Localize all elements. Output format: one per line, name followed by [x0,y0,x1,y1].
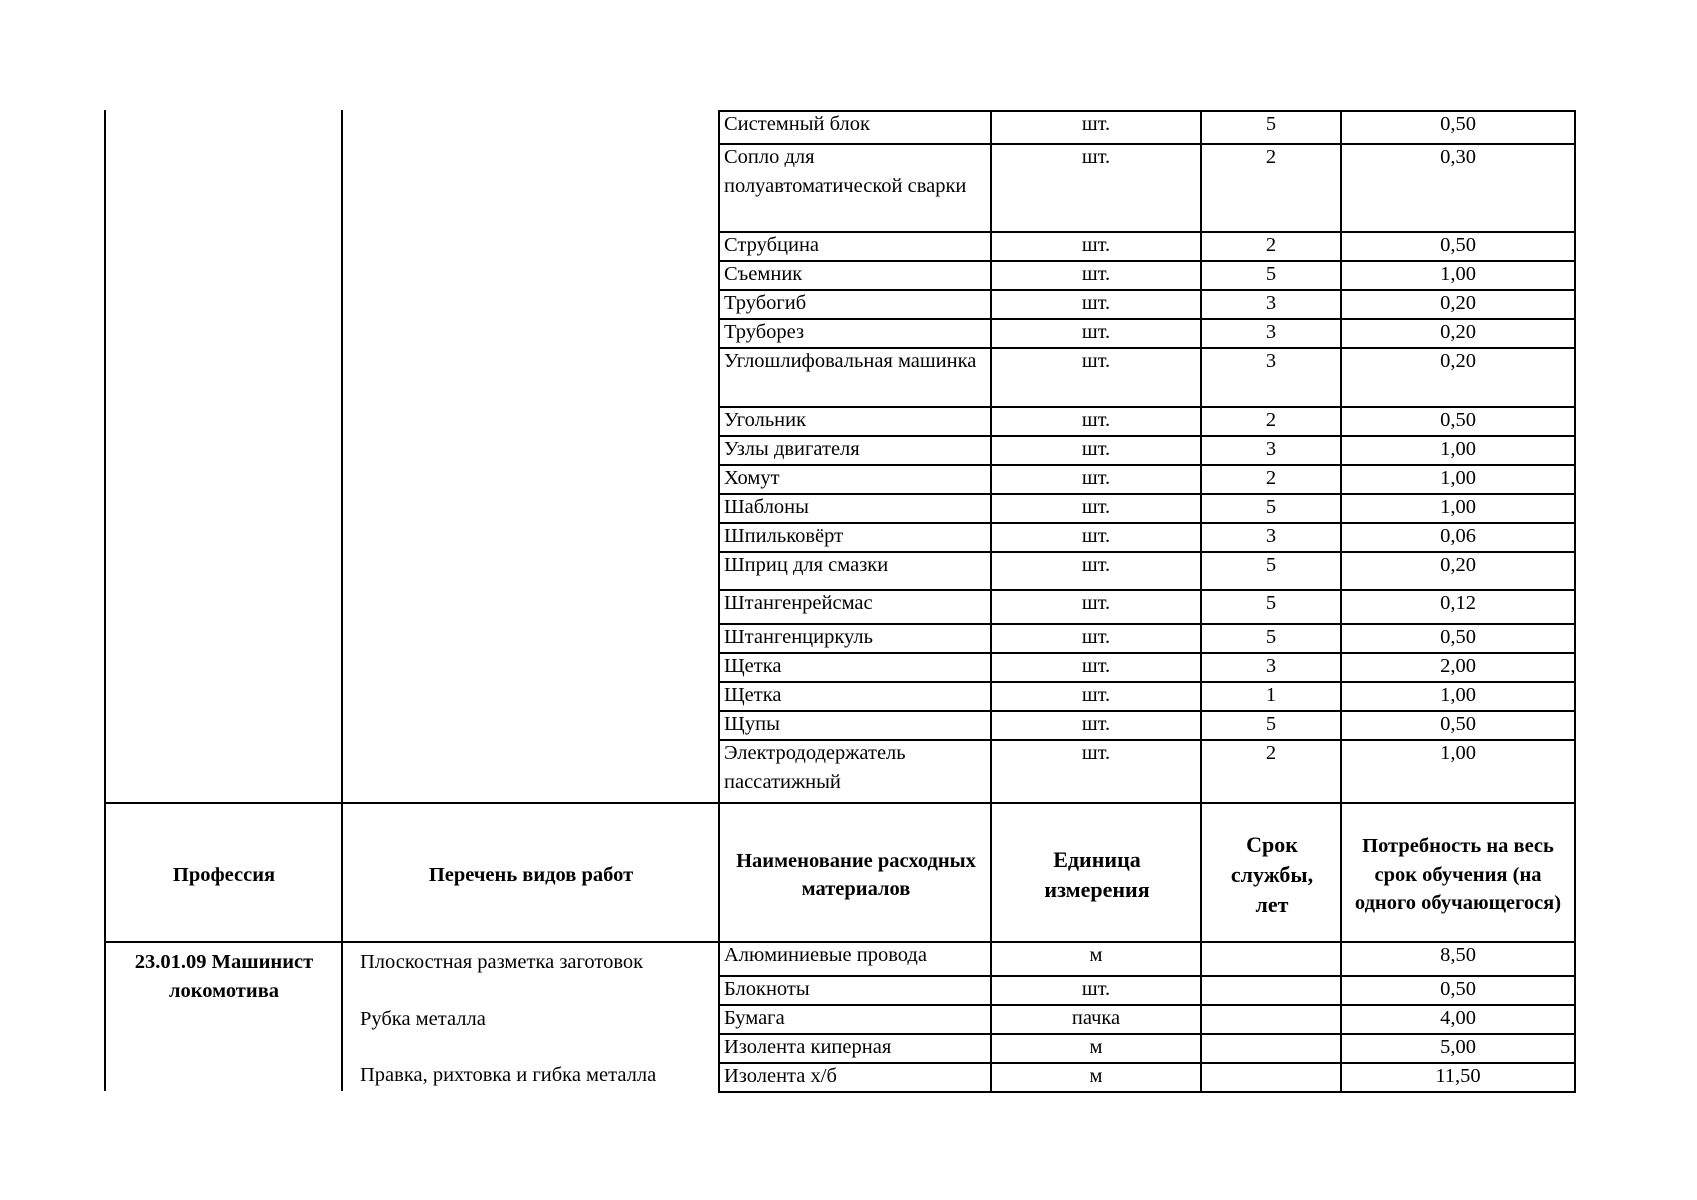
need-cell: 0,12 [1440,592,1476,614]
unit-cell: шт. [1081,146,1111,168]
life-cell: 2 [1265,742,1277,764]
need-cell: 0,30 [1440,146,1476,168]
need-cell: 0,20 [1440,321,1476,343]
unit-cell: шт. [1081,292,1111,314]
profession-name: 23.01.09 Машинист локомотива [134,951,314,1002]
unit-cell: шт. [1081,592,1111,614]
need-cell: 1,00 [1440,742,1476,764]
need-cell: 1,00 [1440,496,1476,518]
material-name-cell: Системный блок [724,113,870,135]
work-item: Правка, рихтовка и гибка металла [360,1064,657,1086]
need-cell: 4,00 [1440,1007,1476,1029]
unit-cell: м [1089,1065,1103,1087]
life-cell: 5 [1265,496,1277,518]
material-name-cell: Щетка [724,684,782,706]
life-cell: 2 [1265,234,1277,256]
unit-cell: шт. [1081,263,1111,285]
need-cell: 0,50 [1440,626,1476,648]
life-cell: 2 [1265,409,1277,431]
unit-cell: м [1089,1036,1103,1058]
life-cell: 3 [1265,655,1277,677]
need-cell: 0,50 [1440,713,1476,735]
header-works: Перечень видов работ [428,863,634,886]
unit-cell: шт. [1081,684,1111,706]
life-cell: 5 [1265,263,1277,285]
need-cell: 0,20 [1440,292,1476,314]
life-cell: 3 [1265,292,1277,314]
material-name-cell: Угольник [724,409,807,431]
material-name-cell: Труборез [724,321,805,343]
table-row-divider [718,1091,1576,1093]
unit-cell: шт. [1081,321,1111,343]
need-cell: 1,00 [1440,438,1476,460]
material-name-cell: Шприц для смазки [724,554,889,576]
life-cell: 2 [1265,467,1277,489]
life-cell: 2 [1265,146,1277,168]
material-name-cell: Изолента киперная [724,1036,892,1058]
material-name-cell: Трубогиб [724,292,807,314]
need-cell: 0,50 [1440,978,1476,1000]
need-cell: 1,00 [1440,263,1476,285]
life-cell: 3 [1265,525,1277,547]
life-cell: 3 [1265,321,1277,343]
life-cell [1202,941,1340,973]
unit-cell: шт. [1081,742,1111,764]
material-name-cell: Изолента х/б [724,1065,837,1087]
header-life: Срок службы, лет [1230,832,1314,917]
material-name-cell: Съемник [724,263,803,285]
need-cell: 1,00 [1440,684,1476,706]
material-name-cell: Электрододержатель пассатижный [724,742,906,793]
life-cell: 3 [1265,438,1277,460]
table-border-left [104,110,106,1091]
header-materials: Наименование расходных материалов [736,849,976,900]
material-name-cell: Бумага [724,1007,785,1029]
unit-cell: шт. [1081,467,1111,489]
unit-cell: шт. [1081,496,1111,518]
need-cell: 0,50 [1440,409,1476,431]
unit-cell: пачка [1071,1007,1121,1029]
need-cell: 11,50 [1435,1065,1481,1087]
unit-cell: шт. [1081,713,1111,735]
unit-cell: шт. [1081,655,1111,677]
need-cell: 0,50 [1440,234,1476,256]
unit-cell: шт. [1081,554,1111,576]
life-cell [1202,1004,1340,1031]
unit-cell: шт. [1081,978,1111,1000]
material-name-cell: Алюминиевые провода [724,944,927,966]
material-name-cell: Углошлифовальная машинка [724,350,977,372]
life-cell [1202,1062,1340,1089]
material-name-cell: Штангенциркуль [724,626,873,648]
material-name-cell: Хомут [724,467,780,489]
life-cell [1202,975,1340,1002]
table-divider-col [1574,110,1576,1092]
need-cell: 0,50 [1440,113,1476,135]
work-item: Плоскостная разметка заготовок [360,951,644,973]
life-cell: 5 [1265,713,1277,735]
material-name-cell: Шаблоны [724,496,809,518]
need-cell: 0,20 [1440,350,1476,372]
material-name-cell: Струбцина [724,234,820,256]
unit-cell: шт. [1081,350,1111,372]
need-cell: 0,06 [1440,525,1476,547]
material-name-cell: Блокноты [724,978,810,1000]
need-cell: 5,00 [1440,1036,1476,1058]
material-name-cell: Узлы двигателя [724,438,860,460]
material-name-cell: Штангенрейсмас [724,592,873,614]
unit-cell: шт. [1081,234,1111,256]
material-name-cell: Сопло для полуавтоматической сварки [724,146,967,197]
unit-cell: шт. [1081,626,1111,648]
need-cell: 8,50 [1440,944,1476,966]
unit-cell: м [1089,944,1103,966]
life-cell: 5 [1265,554,1277,576]
need-cell: 0,20 [1440,554,1476,576]
material-name-cell: Шпильковёрт [724,525,844,547]
header-need: Потребность на весь срок обучения (на одного обучающегося) [1354,835,1562,915]
unit-cell: шт. [1081,525,1111,547]
life-cell: 3 [1265,350,1277,372]
material-name-cell: Щупы [724,713,780,735]
header-top-border [104,802,1576,804]
life-cell: 1 [1265,684,1277,706]
need-cell: 1,00 [1440,467,1476,489]
life-cell: 5 [1265,113,1277,135]
table-divider-works [341,110,343,1091]
material-name-cell: Щетка [724,655,782,677]
header-profession: Профессия [172,863,276,886]
life-cell: 5 [1265,626,1277,648]
life-cell: 5 [1265,592,1277,614]
life-cell [1202,1033,1340,1060]
need-cell: 2,00 [1440,655,1476,677]
header-unit: Единица измерения [1044,847,1150,902]
unit-cell: шт. [1081,409,1111,431]
work-item: Рубка металла [360,1008,486,1030]
unit-cell: шт. [1081,113,1111,135]
unit-cell: шт. [1081,438,1111,460]
